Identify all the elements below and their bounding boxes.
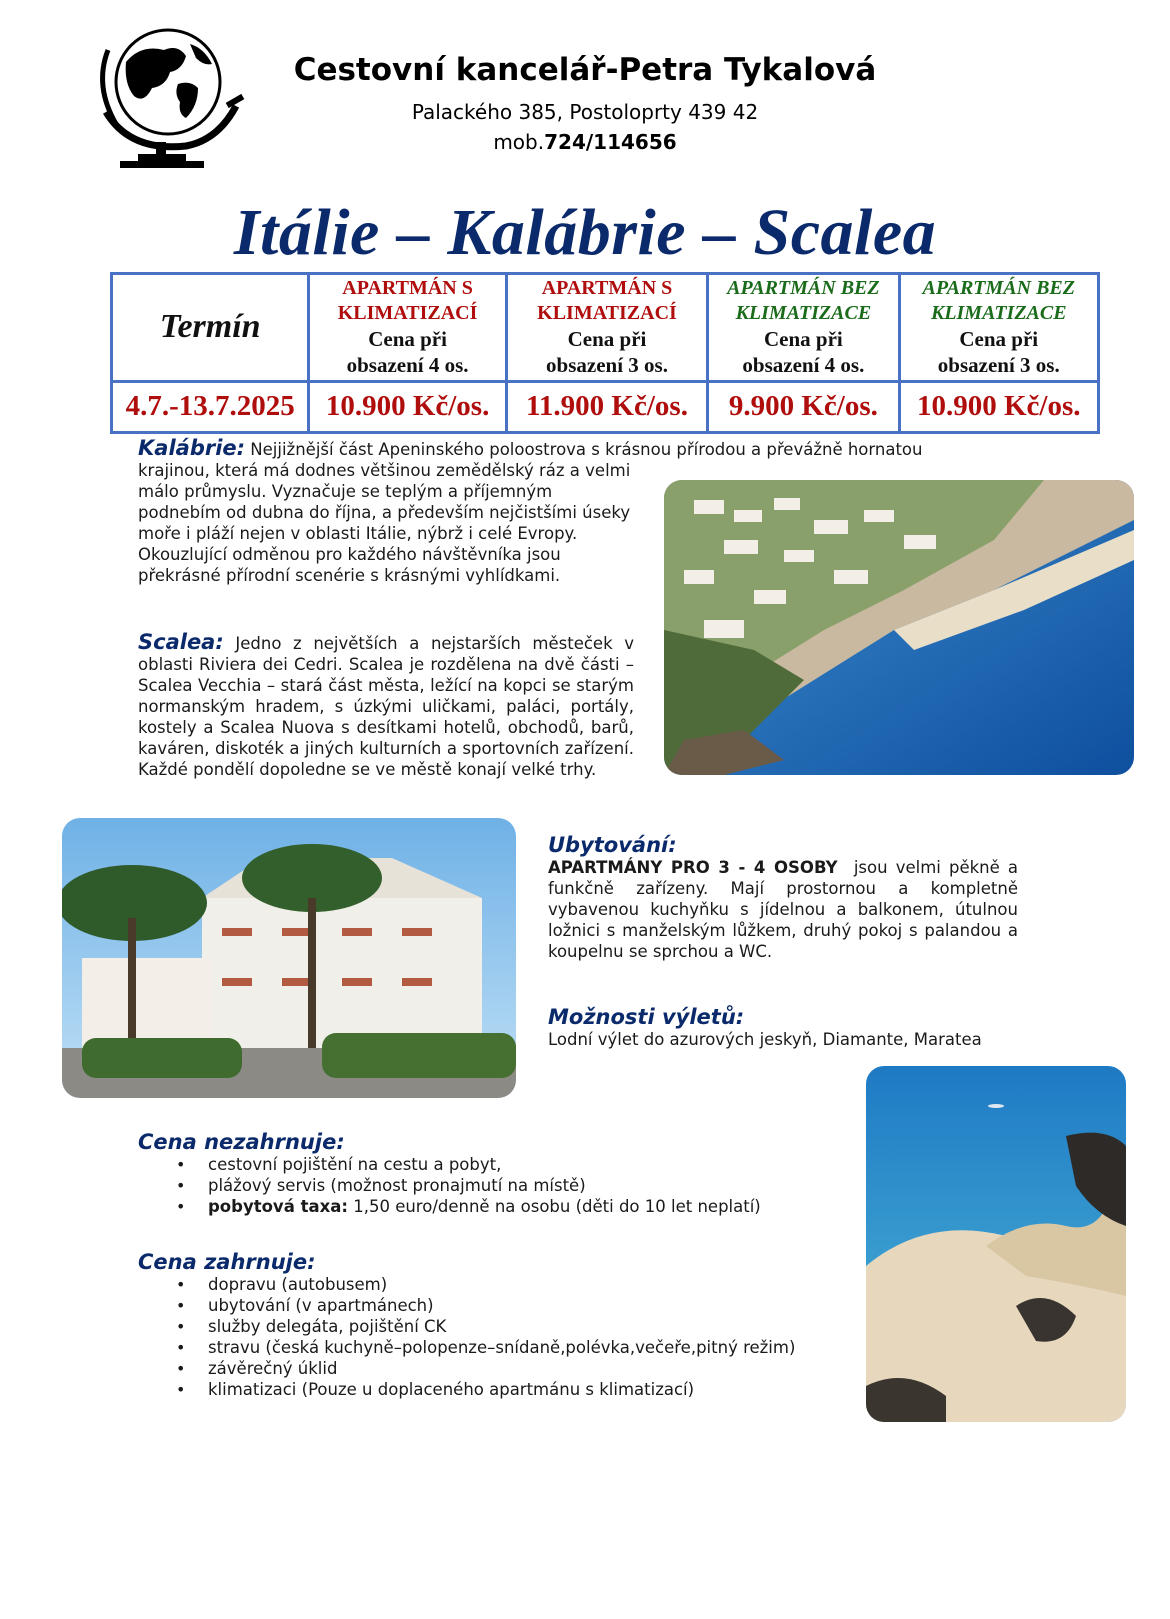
vylety-section: [548, 1005, 1028, 1050]
list-item: • plážový servis (možnost pronajmutí na místě): [208, 1175, 838, 1196]
phone-prefix: mob.: [493, 130, 545, 154]
ubytovani-title: Ubytování:: [548, 833, 677, 857]
ubytovani-text: APARTMÁNY PRO 3 - 4 OSOBY jsou velmi pěkně a funkčně zařízeny. Mají prostornou a kompletně vybavenou kuchyňku s jídelnou a balkonem, útulnou ložnici s manželským lůžkem, druhý pokoj s palandou a koupelnu se sprchou a WC.: [548, 858, 1018, 961]
list-item: • cestovní pojištění na cestu a pobyt,: [208, 1154, 838, 1175]
list-item: • pobytová taxa: 1,50 euro/denně na osobu (děti do 10 let neplatí): [208, 1196, 838, 1217]
agency-phone: [270, 130, 900, 154]
column-header: APARTMÁN S KLIMATIZACÍ Cena při obsazení 3 os.: [506, 274, 707, 382]
list-item: • závěrečný úklid: [208, 1358, 848, 1379]
beach-photo: [866, 1066, 1126, 1422]
price-excludes-section: [138, 1130, 838, 1217]
vylety-title: Možnosti výletů:: [548, 1005, 745, 1029]
price-table: [110, 272, 1100, 434]
kalabrie-text: krajinou, která má dodnes většinou zemědělský ráz a velmi málo průmyslu. Vyznačuje se teplým a příjemným podnebím od dubna do října, a především nejčistšími úseky moře i pláží nejen v oblasti Itálie, nýbrž i celé Evropy. Okouzlující odměnou pro každého návštěvníka jsou překrásné přírodní scenérie s krásnými vyhlídkami.: [138, 461, 631, 585]
phone-number: 724/114656: [544, 130, 677, 154]
scalea-section: [138, 632, 634, 780]
list-item: • služby delegáta, pojištění CK: [208, 1316, 848, 1337]
scalea-text: Jedno z největších a nejstarších městeček v oblasti Riviera dei Cedri. Scalea je rozdělena na dvě části – Scalea Vecchia – stará část města, ležící na kopci se starým normanským hradem, s úzkými uličkami, paláci, portály, kostely a Scalea Nuova s desítkami hotelů, obchodů, barů, kaváren, diskoték a jiných kulturních a sportovních zařízení. Každé pondělí dopoledne se ve městě konají velké trhy.: [138, 634, 635, 779]
price-cell: 10.900 Kč/os.: [309, 381, 506, 432]
list-item: • dopravu (autobusem): [208, 1274, 848, 1295]
price-includes-section: [138, 1250, 838, 1400]
price-excludes-title: Cena nezahrnuje:: [138, 1130, 345, 1154]
kalabrie-line1: Nejjižnější část Apeninského poloostrova s krásnou přírodou a převážně hornatou: [250, 440, 923, 459]
column-header: APARTMÁN BEZ KLIMATIZACE Cena při obsazení 4 os.: [708, 274, 899, 382]
column-header: APARTMÁN S KLIMATIZACÍ Cena při obsazení 4 os.: [309, 274, 506, 382]
price-cell: 10.900 Kč/os.: [899, 381, 1098, 432]
term-cell: 4.7.-13.7.2025: [112, 381, 309, 432]
list-item: • stravu (česká kuchyně–polopenze–snídaně,polévka,večeře,pitný režim): [208, 1337, 848, 1358]
ubytovani-section: [548, 833, 1018, 962]
price-table-header-row: [112, 274, 1099, 382]
coast-photo: [664, 480, 1134, 775]
price-cell: 9.900 Kč/os.: [708, 381, 899, 432]
apartment-building-photo: [62, 818, 516, 1098]
list-item: • ubytování (v apartmánech): [208, 1295, 848, 1316]
list-item: • klimatizaci (Pouze u doplaceného apartmánu s klimatizací): [208, 1379, 848, 1400]
ubytovani-bold: APARTMÁNY PRO 3 - 4 OSOBY: [548, 858, 838, 877]
price-table-row: [112, 381, 1099, 432]
scalea-title: Scalea:: [138, 630, 224, 654]
globe-icon: [86, 14, 256, 174]
price-includes-title: Cena zahrnuje:: [138, 1250, 316, 1274]
price-cell: 11.900 Kč/os.: [506, 381, 707, 432]
column-header: APARTMÁN BEZ KLIMATIZACE Cena při obsazení 3 os.: [899, 274, 1098, 382]
term-header: Termín: [112, 274, 309, 382]
kalabrie-title: Kalábrie:: [138, 436, 246, 460]
agency-address: Palackého 385, Postoloprty 439 42: [411, 100, 759, 124]
page-title: Itálie – Kalábrie – Scalea: [233, 196, 937, 269]
agency-name: Cestovní kancelář-Petra Tykalová: [293, 52, 877, 88]
vylety-text: Lodní výlet do azurových jeskyň, Diamante, Maratea: [548, 1030, 982, 1049]
